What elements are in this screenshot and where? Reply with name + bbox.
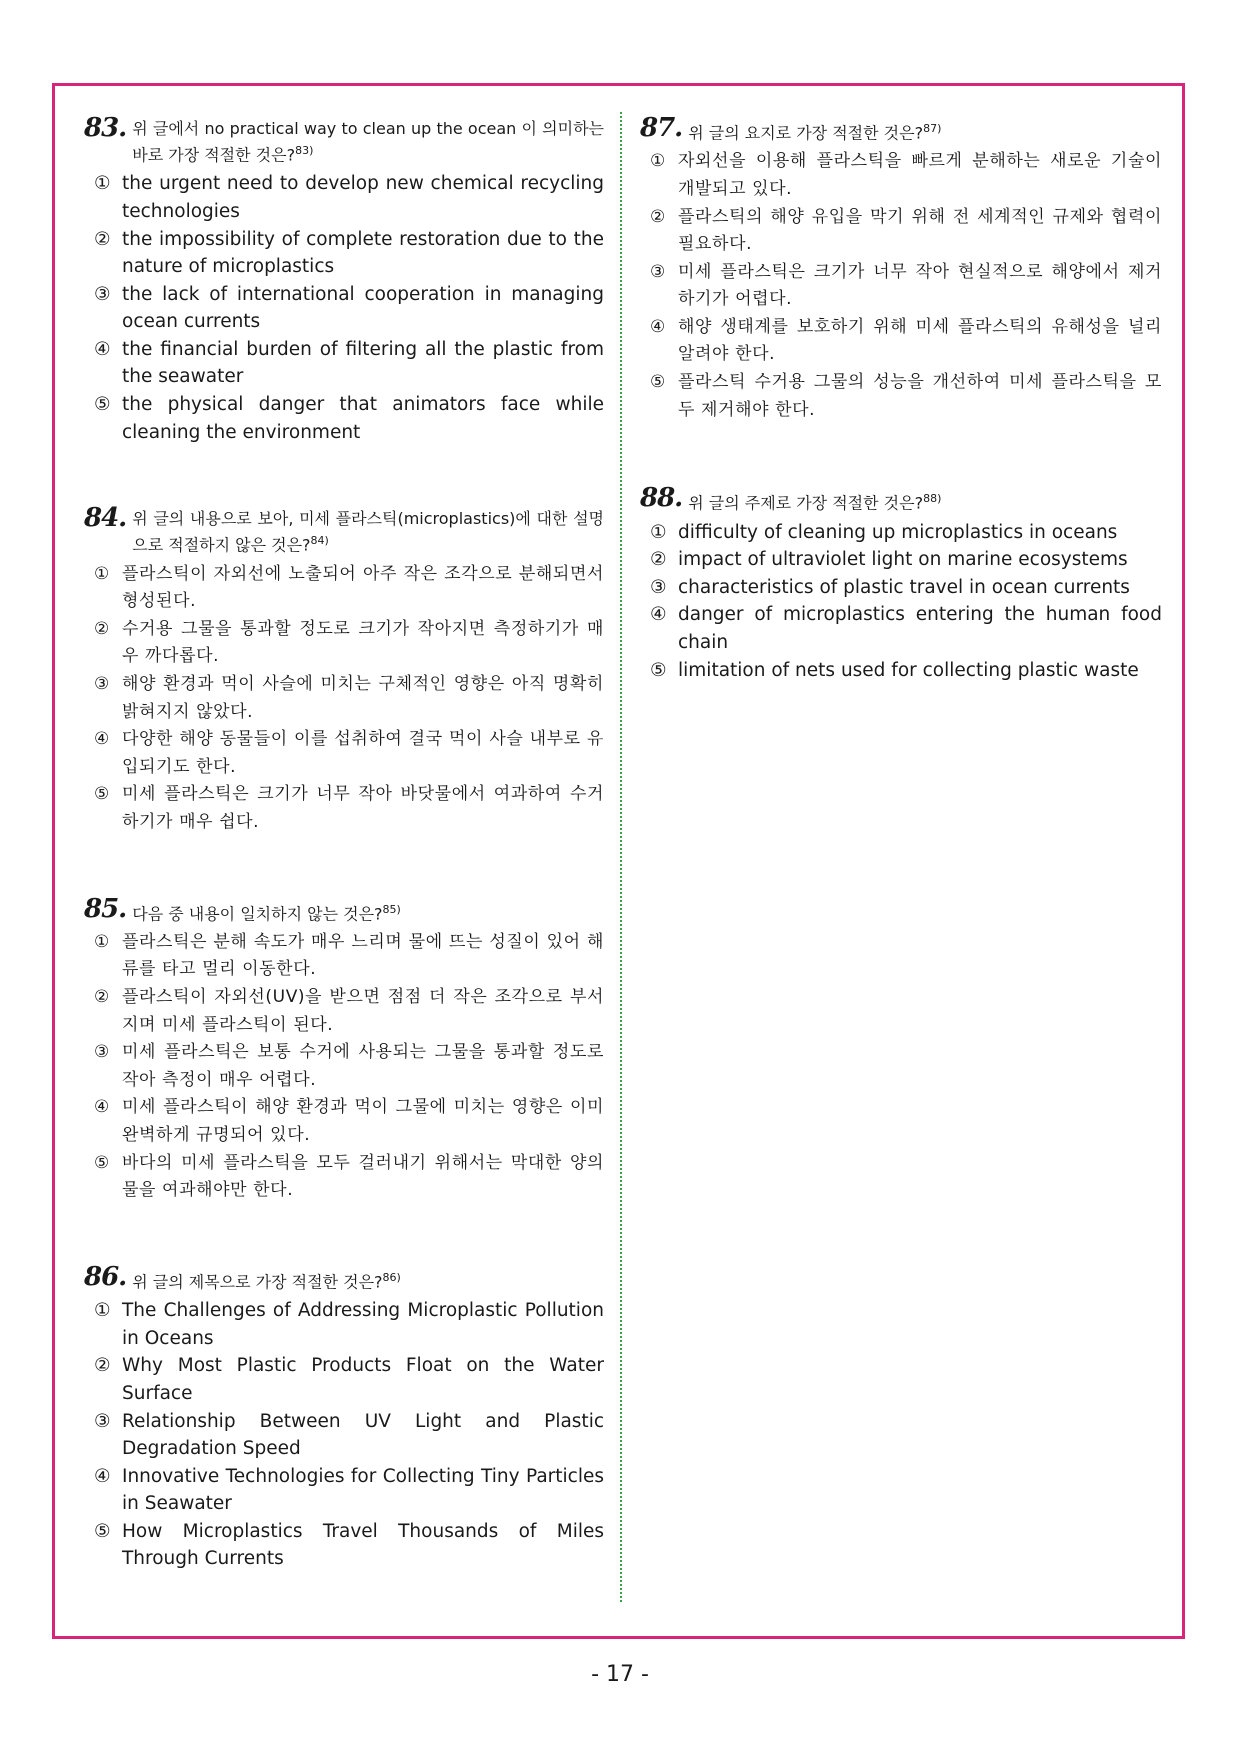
options-list	[84, 1297, 604, 1573]
column-divider	[620, 112, 622, 1602]
option-3[interactable]: ③ 미세 플라스틱은 보통 수거에 사용되는 그물을 통과할 정도로 작아 측정이 매우 어렵다.	[94, 1042, 604, 1090]
option-2[interactable]: ② Why Most Plastic Products Float on the Water Surface	[94, 1355, 604, 1404]
option-3[interactable]: ③ characteristics of plastic travel in ocean currents	[650, 576, 1130, 598]
option-2[interactable]: ② 플라스틱의 해양 유입을 막기 위해 전 세계적인 규제와 협력이 필요하다.	[650, 206, 1162, 255]
option-2[interactable]: ② impact of ultraviolet light on marine ecosystems	[650, 549, 1128, 571]
option-3[interactable]: ③ 미세 플라스틱은 크기가 너무 작아 현실적으로 해양에서 제거하기가 어렵다.	[650, 261, 1162, 310]
question-stem: 위 글의 내용으로 보아, 미세 플라스틱(microplastics)에 대한 설명으로 적절하지 않은 것은?	[132, 509, 604, 555]
option-2[interactable]: ② 플라스틱이 자외선(UV)을 받으면 점점 더 작은 조각으로 부서지며 미세 플라스틱이 된다.	[94, 987, 604, 1035]
question-stem: 위 글에서 no practical way to clean up the ocean 이 의미하는 바로 가장 적절한 것은?	[132, 119, 604, 165]
question-83	[84, 113, 604, 446]
options-list	[84, 170, 604, 446]
options-list	[640, 519, 1162, 685]
question-85	[84, 893, 604, 1205]
option-5[interactable]: ⑤ 플라스틱 수거용 그물의 성능을 개선하여 미세 플라스틱을 모두 제거해야 한다.	[650, 372, 1162, 420]
option-1[interactable]: ① The Challenges of Addressing Microplastic Pollution in Oceans	[94, 1300, 604, 1349]
option-3[interactable]: ③ Relationship Between UV Light and Plastic Degradation Speed	[94, 1410, 604, 1460]
question-87	[640, 113, 1162, 424]
right-column	[640, 112, 1162, 684]
option-4[interactable]: ④ Innovative Technologies for Collecting Tiny Particles in Seawater	[94, 1465, 604, 1515]
question-86	[84, 1261, 604, 1573]
option-1[interactable]: ① difficulty of cleaning up microplastics in oceans	[650, 521, 1118, 543]
question-88	[640, 483, 1162, 684]
question-number: 88.	[640, 483, 683, 514]
option-5[interactable]: ⑤ 미세 플라스틱은 크기가 너무 작아 바닷물에서 여과하여 수거하기가 매우 쉽다.	[94, 784, 604, 832]
option-4[interactable]: ④ 다양한 해양 동물들이 이를 섭취하여 결국 먹이 사슬 내부로 유입되기도 한다.	[94, 729, 604, 777]
question-stem: 위 글의 제목으로 가장 적절한 것은?	[132, 1272, 383, 1292]
option-4[interactable]: ④ danger of microplastics entering the human food chain	[650, 604, 1162, 653]
option-3[interactable]: ③ the lack of international cooperation in managing ocean currents	[94, 283, 604, 333]
question-number: 84.	[84, 503, 127, 534]
footnote-ref: 86)	[382, 1270, 401, 1284]
question-number: 85.	[84, 893, 127, 924]
option-1[interactable]: ① 자외선을 이용해 플라스틱을 빠르게 분해하는 새로운 기술이 개발되고 있다.	[650, 151, 1162, 199]
option-1[interactable]: ① 플라스틱이 자외선에 노출되어 아주 작은 조각으로 분해되면서 형성된다.	[94, 563, 604, 612]
question-number: 87.	[640, 113, 683, 143]
options-list	[640, 148, 1162, 424]
question-stem: 위 글의 주제로 가장 적절한 것은?	[688, 493, 924, 513]
question-stem: 다음 중 내용이 일치하지 않는 것은?	[132, 903, 383, 923]
option-3[interactable]: ③ 해양 환경과 먹이 사슬에 미치는 구체적인 영향은 아직 명확히 밝혀지지 않았다.	[94, 673, 604, 722]
question-number: 83.	[84, 113, 127, 143]
option-1[interactable]: ① the urgent need to develop new chemical recycling technologies	[94, 173, 604, 222]
option-4[interactable]: ④ 해양 생태계를 보호하기 위해 미세 플라스틱의 유해성을 널리 알려야 한다.	[650, 316, 1162, 365]
option-4[interactable]: ④ the financial burden of filtering all the plastic from the seawater	[94, 338, 604, 388]
option-5[interactable]: ⑤ 바다의 미세 플라스틱을 모두 걸러내기 위해서는 막대한 양의 물을 여과해야만 한다.	[94, 1152, 604, 1201]
option-4[interactable]: ④ 미세 플라스틱이 해양 환경과 먹이 그물에 미치는 영향은 이미 완벽하게 규명되어 있다.	[94, 1097, 604, 1146]
footnote-ref: 83)	[295, 144, 314, 157]
option-5[interactable]: ⑤ How Microplastics Travel Thousands of Miles Through Currents	[94, 1520, 604, 1570]
footnote-ref: 87)	[923, 122, 942, 135]
footnote-ref: 88)	[923, 492, 942, 506]
option-1[interactable]: ① 플라스틱은 분해 속도가 매우 느리며 물에 뜨는 성질이 있어 해류를 타고 멀리 이동한다.	[94, 931, 604, 980]
footnote-ref: 84)	[310, 534, 329, 548]
option-5[interactable]: ⑤ limitation of nets used for collecting plastic waste	[650, 659, 1139, 681]
option-2[interactable]: ② 수거용 그물을 통과할 정도로 크기가 작아지면 측정하기가 매우 까다롭다.	[94, 618, 604, 667]
options-list	[84, 561, 604, 837]
left-column	[84, 112, 604, 1573]
question-84	[84, 503, 604, 836]
question-number: 86.	[84, 1261, 127, 1292]
option-5[interactable]: ⑤ the physical danger that animators face while cleaning the environment	[94, 394, 604, 443]
question-stem: 위 글의 요지로 가장 적절한 것은?	[688, 123, 924, 143]
option-2[interactable]: ② the impossibility of complete restoration due to the nature of microplastics	[94, 228, 604, 278]
page-number: - 17 -	[591, 1662, 649, 1687]
footnote-ref: 85)	[382, 902, 401, 916]
options-list	[84, 929, 604, 1205]
